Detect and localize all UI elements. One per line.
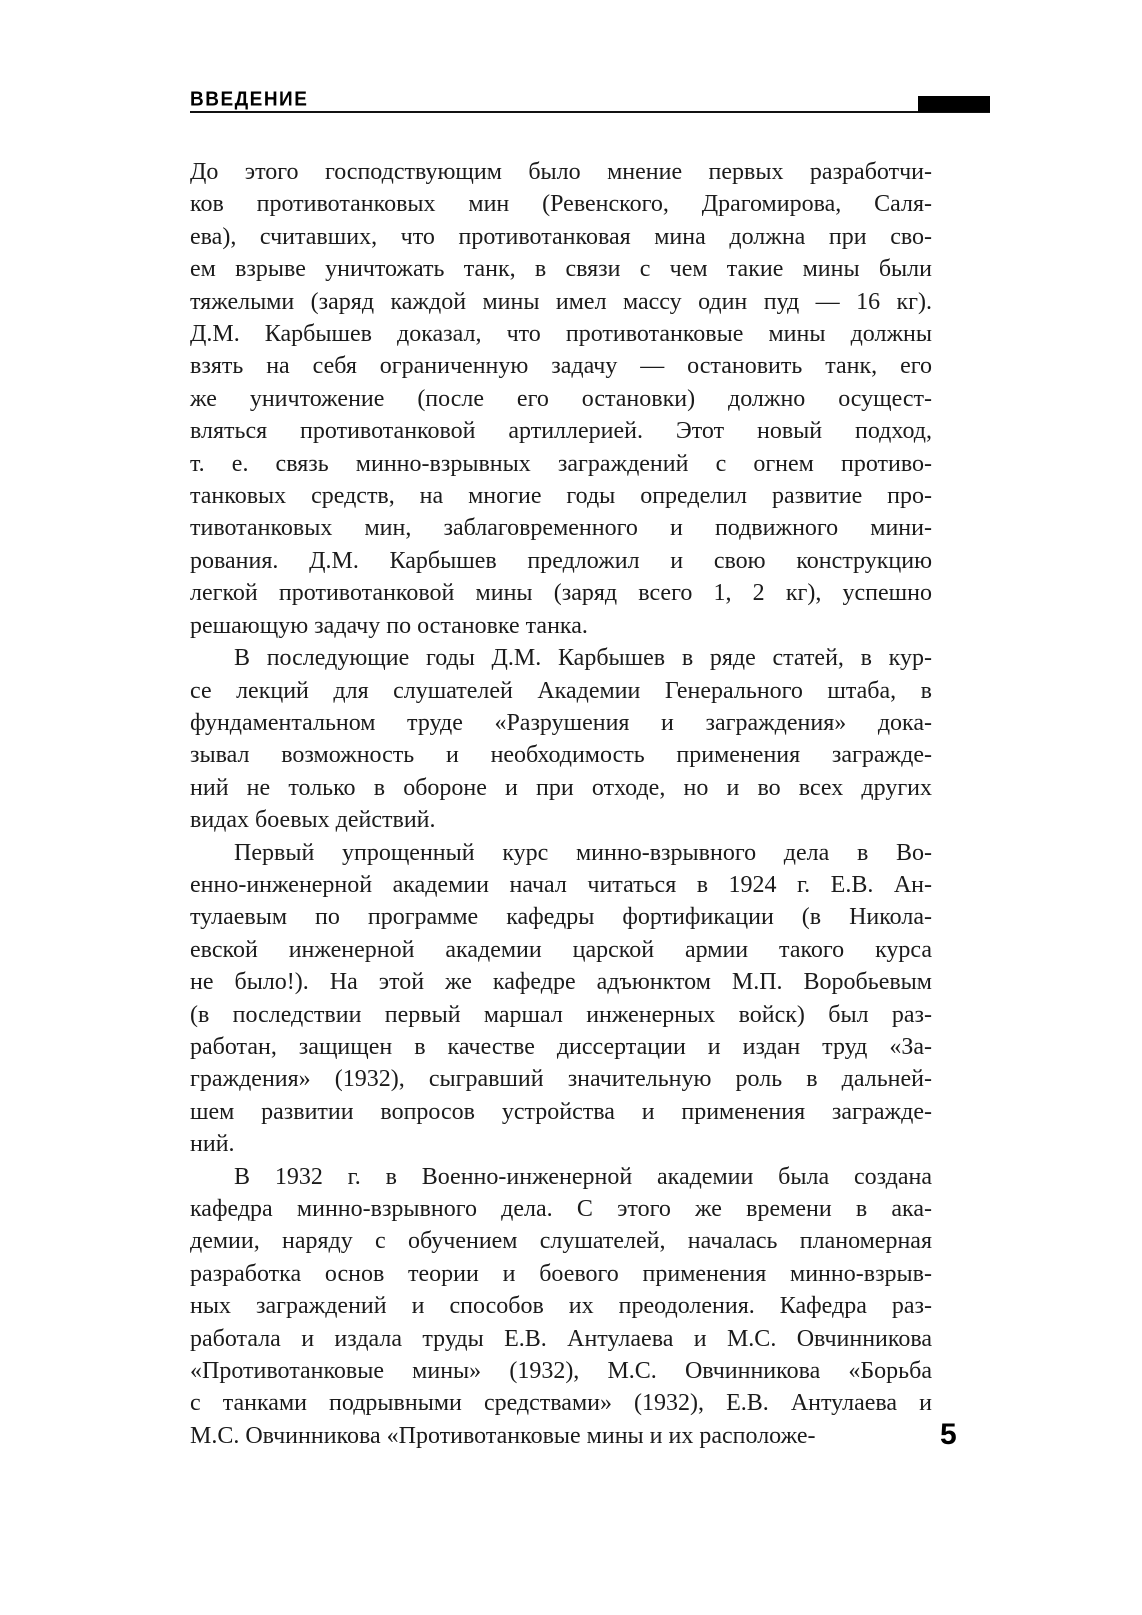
- text-line: тулаевым по программе кафедры фортификации (в Никола-: [190, 904, 932, 931]
- text-line: евской инженерной академии царской армии такого курса: [190, 936, 932, 963]
- text-line: ева), считавших, что противотанковая мина должна при сво-: [190, 223, 932, 250]
- text-line: тивотанковых мин, заблаговременного и подвижного мини-: [190, 515, 932, 542]
- text-line: Первый упрощенный курс минно-взрывного дела в Во-: [234, 839, 932, 866]
- text-line: работала и издала труды Е.В. Антулаева и М.С. Овчинникова: [190, 1325, 932, 1352]
- text-line: разработка основ теории и боевого применения минно-взрыв-: [190, 1260, 932, 1287]
- text-line: В 1932 г. в Военно-инженерной академии была создана: [234, 1163, 932, 1190]
- text-line: взять на себя ограниченную задачу — остановить танк, его: [190, 353, 932, 380]
- paragraph: [190, 1161, 932, 1453]
- text-line: ний.: [190, 1131, 235, 1158]
- text-line: фундаментальном труде «Разрушения и заграждения» дока-: [190, 709, 932, 736]
- running-header-title: ВВЕДЕНИЕ: [190, 88, 309, 111]
- page-number: 5: [940, 1418, 957, 1451]
- text-line: М.С. Овчинникова «Противотанковые мины и их расположе-: [190, 1422, 816, 1449]
- text-line: ем взрыве уничтожать танк, в связи с чем такие мины были: [190, 256, 932, 283]
- text-line: шем развитии вопросов устройства и применения загражде-: [190, 1098, 932, 1125]
- text-line: граждения» (1932), сыгравший значительную роль в дальней-: [190, 1066, 932, 1093]
- text-line: зывал возможность и необходимость применения загражде-: [190, 742, 932, 769]
- header-rule: [190, 111, 990, 113]
- text-line: «Противотанковые мины» (1932), М.С. Овчинникова «Борьба: [190, 1358, 932, 1385]
- text-line: видах боевых действий.: [190, 807, 436, 834]
- text-line: енно-инженерной академии начал читаться в 1924 г. Е.В. Ан-: [190, 871, 932, 898]
- paragraph: [190, 156, 932, 642]
- text-line: се лекций для слушателей Академии Генерального штаба, в: [190, 677, 932, 704]
- text-line: рования. Д.М. Карбышев предложил и свою конструкцию: [190, 547, 932, 574]
- text-line: ний не только в обороне и при отходе, но и во всех других: [190, 774, 932, 801]
- text-line: легкой противотанковой мины (заряд всего 1, 2 кг), успешно: [190, 580, 932, 607]
- text-line: работан, защищен в качестве диссертации и издан труд «За-: [190, 1033, 932, 1060]
- text-line: танковых средств, на многие годы определил развитие про-: [190, 483, 932, 510]
- text-line: тяжелыми (заряд каждой мины имел массу один пуд — 16 кг).: [190, 288, 932, 315]
- paragraph: [190, 837, 932, 1161]
- text-line: Д.М. Карбышев доказал, что противотанковые мины должны: [190, 321, 932, 348]
- text-line: вляться противотанковой артиллерией. Этот новый подход,: [190, 418, 932, 445]
- text-line: В последующие годы Д.М. Карбышев в ряде статей, в кур-: [234, 645, 932, 672]
- text-line: ков противотанковых мин (Ревенского, Драгомирова, Саля-: [190, 191, 932, 218]
- text-line: не было!). На этой же кафедре адъюнктом М.П. Воробьевым: [190, 969, 932, 996]
- text-line: кафедра минно-взрывного дела. С этого же времени в ака-: [190, 1196, 932, 1222]
- text-line: (в последствии первый маршал инженерных войск) был раз-: [190, 1001, 932, 1028]
- text-line: с танками подрывными средствами» (1932), Е.В. Антулаева и: [190, 1390, 932, 1417]
- text-line: демии, наряду с обучением слушателей, началась планомерная: [190, 1228, 932, 1255]
- header-black-bar: [918, 96, 990, 112]
- text-line: решающую задачу по остановке танка.: [190, 612, 588, 639]
- text-line: ных заграждений и способов их преодоления. Кафедра раз-: [190, 1293, 932, 1320]
- text-line: До этого господствующим было мнение первых разработчи-: [190, 159, 932, 185]
- text-line: т. е. связь минно-взрывных заграждений с огнем противо-: [190, 450, 932, 477]
- paragraph: [190, 642, 932, 836]
- body-text: [190, 156, 932, 1452]
- text-line: же уничтожение (после его остановки) должно осущест-: [190, 385, 932, 412]
